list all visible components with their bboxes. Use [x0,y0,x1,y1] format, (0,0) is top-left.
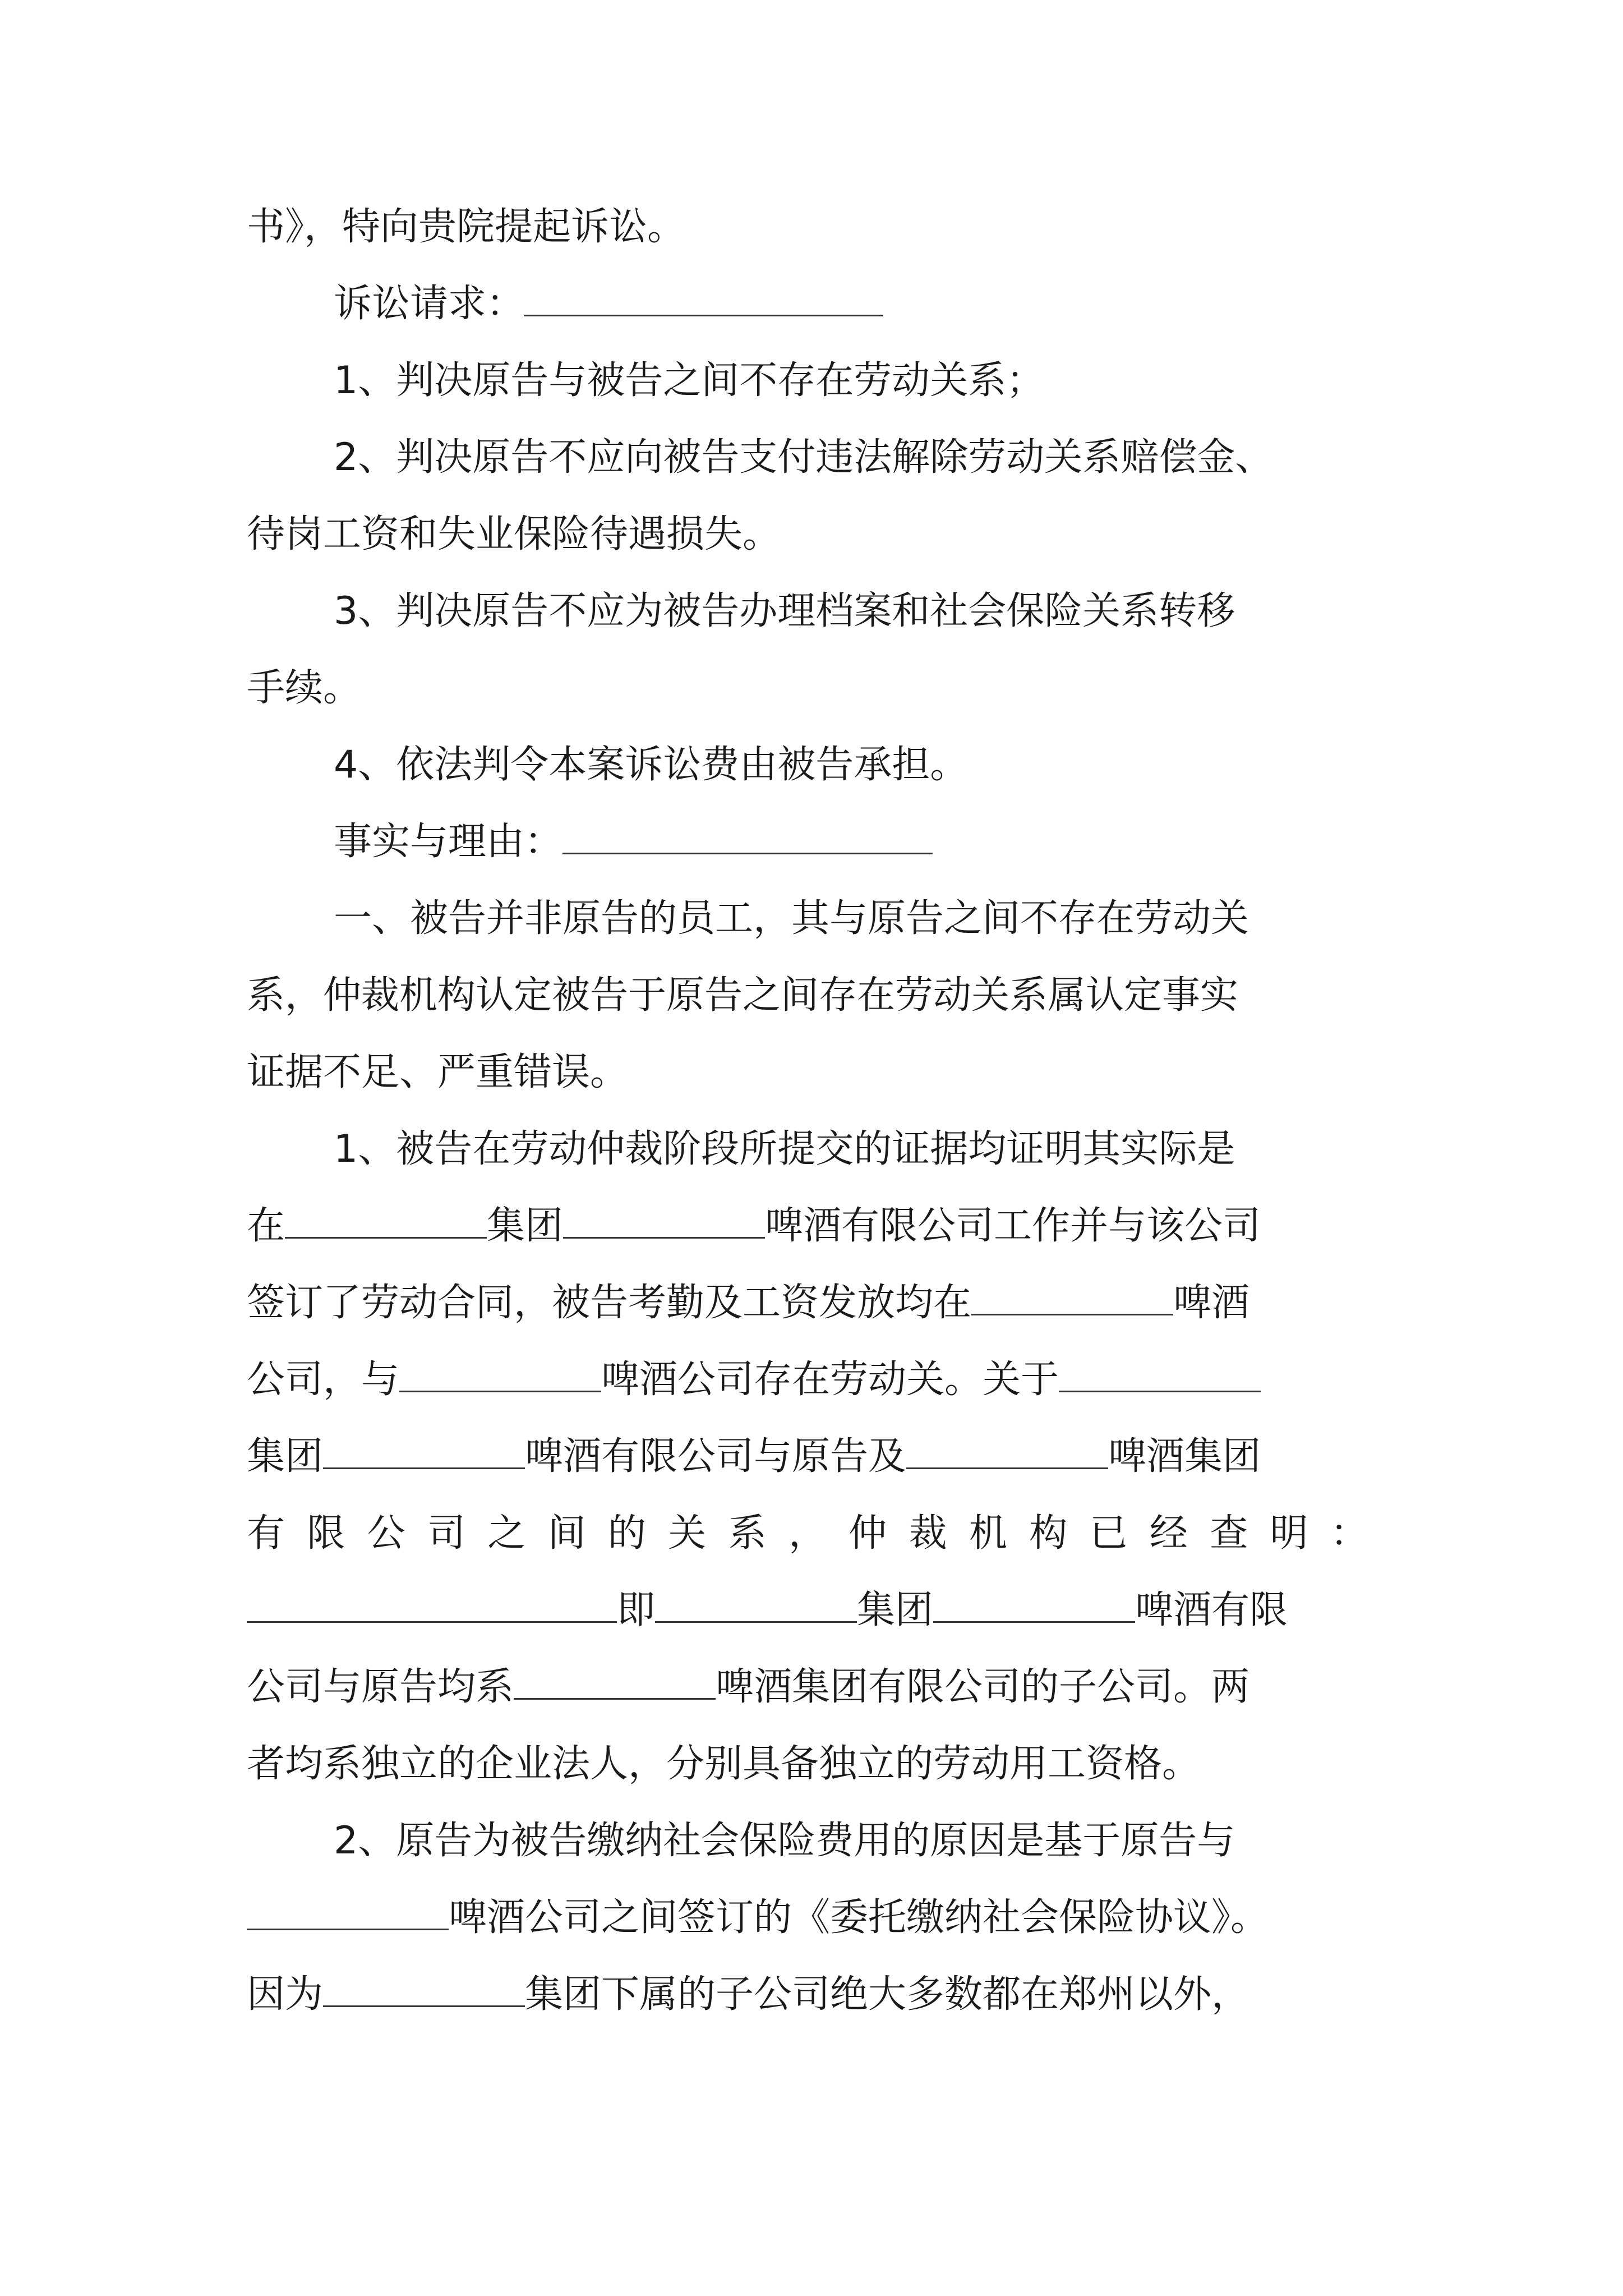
text-line [247,1278,1380,1328]
char: 间 [547,1511,586,1556]
char: 司 [427,1511,465,1556]
text-segment: 4、依法判令本案诉讼费由被告承担。 [334,743,969,787]
text-line [247,1585,1380,1636]
text-segment: 证据不足、严重错误。 [247,1050,629,1094]
blank-field [285,1204,487,1239]
text-segment: 啤酒公司之间签订的《委托缴纳社会保险协议》。 [449,1895,1269,1940]
text-segment: 签订了劳动合同，被告考勤及工资发放均在 [247,1281,972,1325]
text-line [247,586,1380,637]
char: 限 [307,1511,345,1556]
text-line [247,663,1380,714]
text-segment: 诉讼请求： [334,282,525,326]
char: 公 [367,1511,405,1556]
text-segment: 啤酒有限 [1135,1588,1288,1632]
blank-field [323,1435,525,1469]
char: ， [788,1511,827,1556]
blank-field [906,1435,1108,1469]
text-segment: 3、判决原告不应为被告办理档案和社会保险关系转移 [334,589,1235,633]
document-page [247,202,1380,2046]
text-line [247,1432,1380,1482]
text-segment: 事实与理由： [334,820,563,864]
char: 已 [1089,1511,1128,1556]
text-line [247,970,1380,1021]
text-segment: 因为 [247,1972,324,2017]
blank-field [399,1358,601,1392]
text-line [247,1124,1380,1175]
text-line [247,1355,1380,1405]
char: 的 [607,1511,646,1556]
text-line [247,202,1380,252]
char: 查 [1210,1511,1248,1556]
text-segment: 公司与原告均系 [247,1665,514,1709]
text-line [247,1816,1380,1866]
text-line [247,1739,1380,1789]
text-segment: 集团 [487,1204,564,1248]
char: 机 [969,1511,1007,1556]
blank-field [247,1589,617,1623]
blank-field [514,1665,716,1700]
text-segment: 啤酒集团有限公司的子公司。两 [716,1665,1250,1709]
blank-field [1059,1358,1261,1392]
text-segment: 集团 [247,1434,324,1479]
text-segment: 者均系独立的企业法人，分别具备独立的劳动用工资格。 [247,1742,1201,1786]
text-segment: 即 [617,1588,656,1632]
text-segment: 2、判决原告不应向被告支付违法解除劳动关系赔偿金、 [334,435,1274,480]
text-segment: 待岗工资和失业保险待遇损失。 [247,512,781,556]
section-heading-claims [247,279,1380,329]
section-heading-facts [247,817,1380,867]
text-line [247,1662,1380,1713]
char: 经 [1149,1511,1188,1556]
text-segment: 书》，特向贵院提起诉讼。 [247,205,686,249]
text-line [247,1201,1380,1251]
text-line [247,432,1380,483]
text-segment: 啤酒公司存在劳动关。关于 [601,1358,1059,1402]
char: 明 [1270,1511,1308,1556]
text-line-justified [247,1508,1368,1559]
char: 关 [668,1511,707,1556]
text-segment: 啤酒 [1173,1281,1250,1325]
text-segment: 1、判决原告与被告之间不存在劳动关系； [334,358,1045,403]
char: 仲 [849,1511,887,1556]
text-line [247,509,1380,560]
text-line [247,1970,1380,2020]
blank-field [933,1589,1135,1623]
char: 有 [247,1511,285,1556]
text-segment: 在 [247,1204,285,1248]
blank-field [562,820,933,854]
text-line [247,356,1380,406]
text-segment: 手续。 [247,666,362,710]
text-segment: 一、被告并非原告的员工，其与原告之间不存在劳动关 [334,896,1249,941]
text-segment: 2、原告为被告缴纳社会保险费用的原因是基于原告与 [334,1819,1235,1863]
blank-field [563,1204,765,1239]
text-segment: 系，仲裁机构认定被告于原告之间存在劳动关系属认定事实 [247,973,1239,1018]
text-segment: 集团下属的子公司绝大多数都在郑州以外， [525,1972,1250,2017]
char: 裁 [909,1511,947,1556]
char: 系 [728,1511,767,1556]
text-segment: 1、被告在劳动仲裁阶段所提交的证据均证明其实际是 [334,1127,1235,1171]
text-line [247,1047,1380,1098]
blank-field [971,1281,1173,1315]
text-segment: 啤酒集团 [1108,1434,1261,1479]
text-segment: 啤酒有限公司工作并与该公司 [765,1204,1261,1248]
text-line [247,894,1380,944]
text-line [247,1893,1380,1943]
char: 构 [1029,1511,1068,1556]
blank-field [247,1896,449,1930]
blank-field [524,282,883,316]
text-segment: 啤酒有限公司与原告及 [525,1434,907,1479]
text-line [247,740,1380,790]
blank-field [323,1973,525,2007]
blank-field [655,1589,857,1623]
text-segment: 集团 [857,1588,934,1632]
text-segment: 公司，与 [247,1358,400,1402]
char: 之 [487,1511,526,1556]
char: ： [1330,1511,1368,1556]
